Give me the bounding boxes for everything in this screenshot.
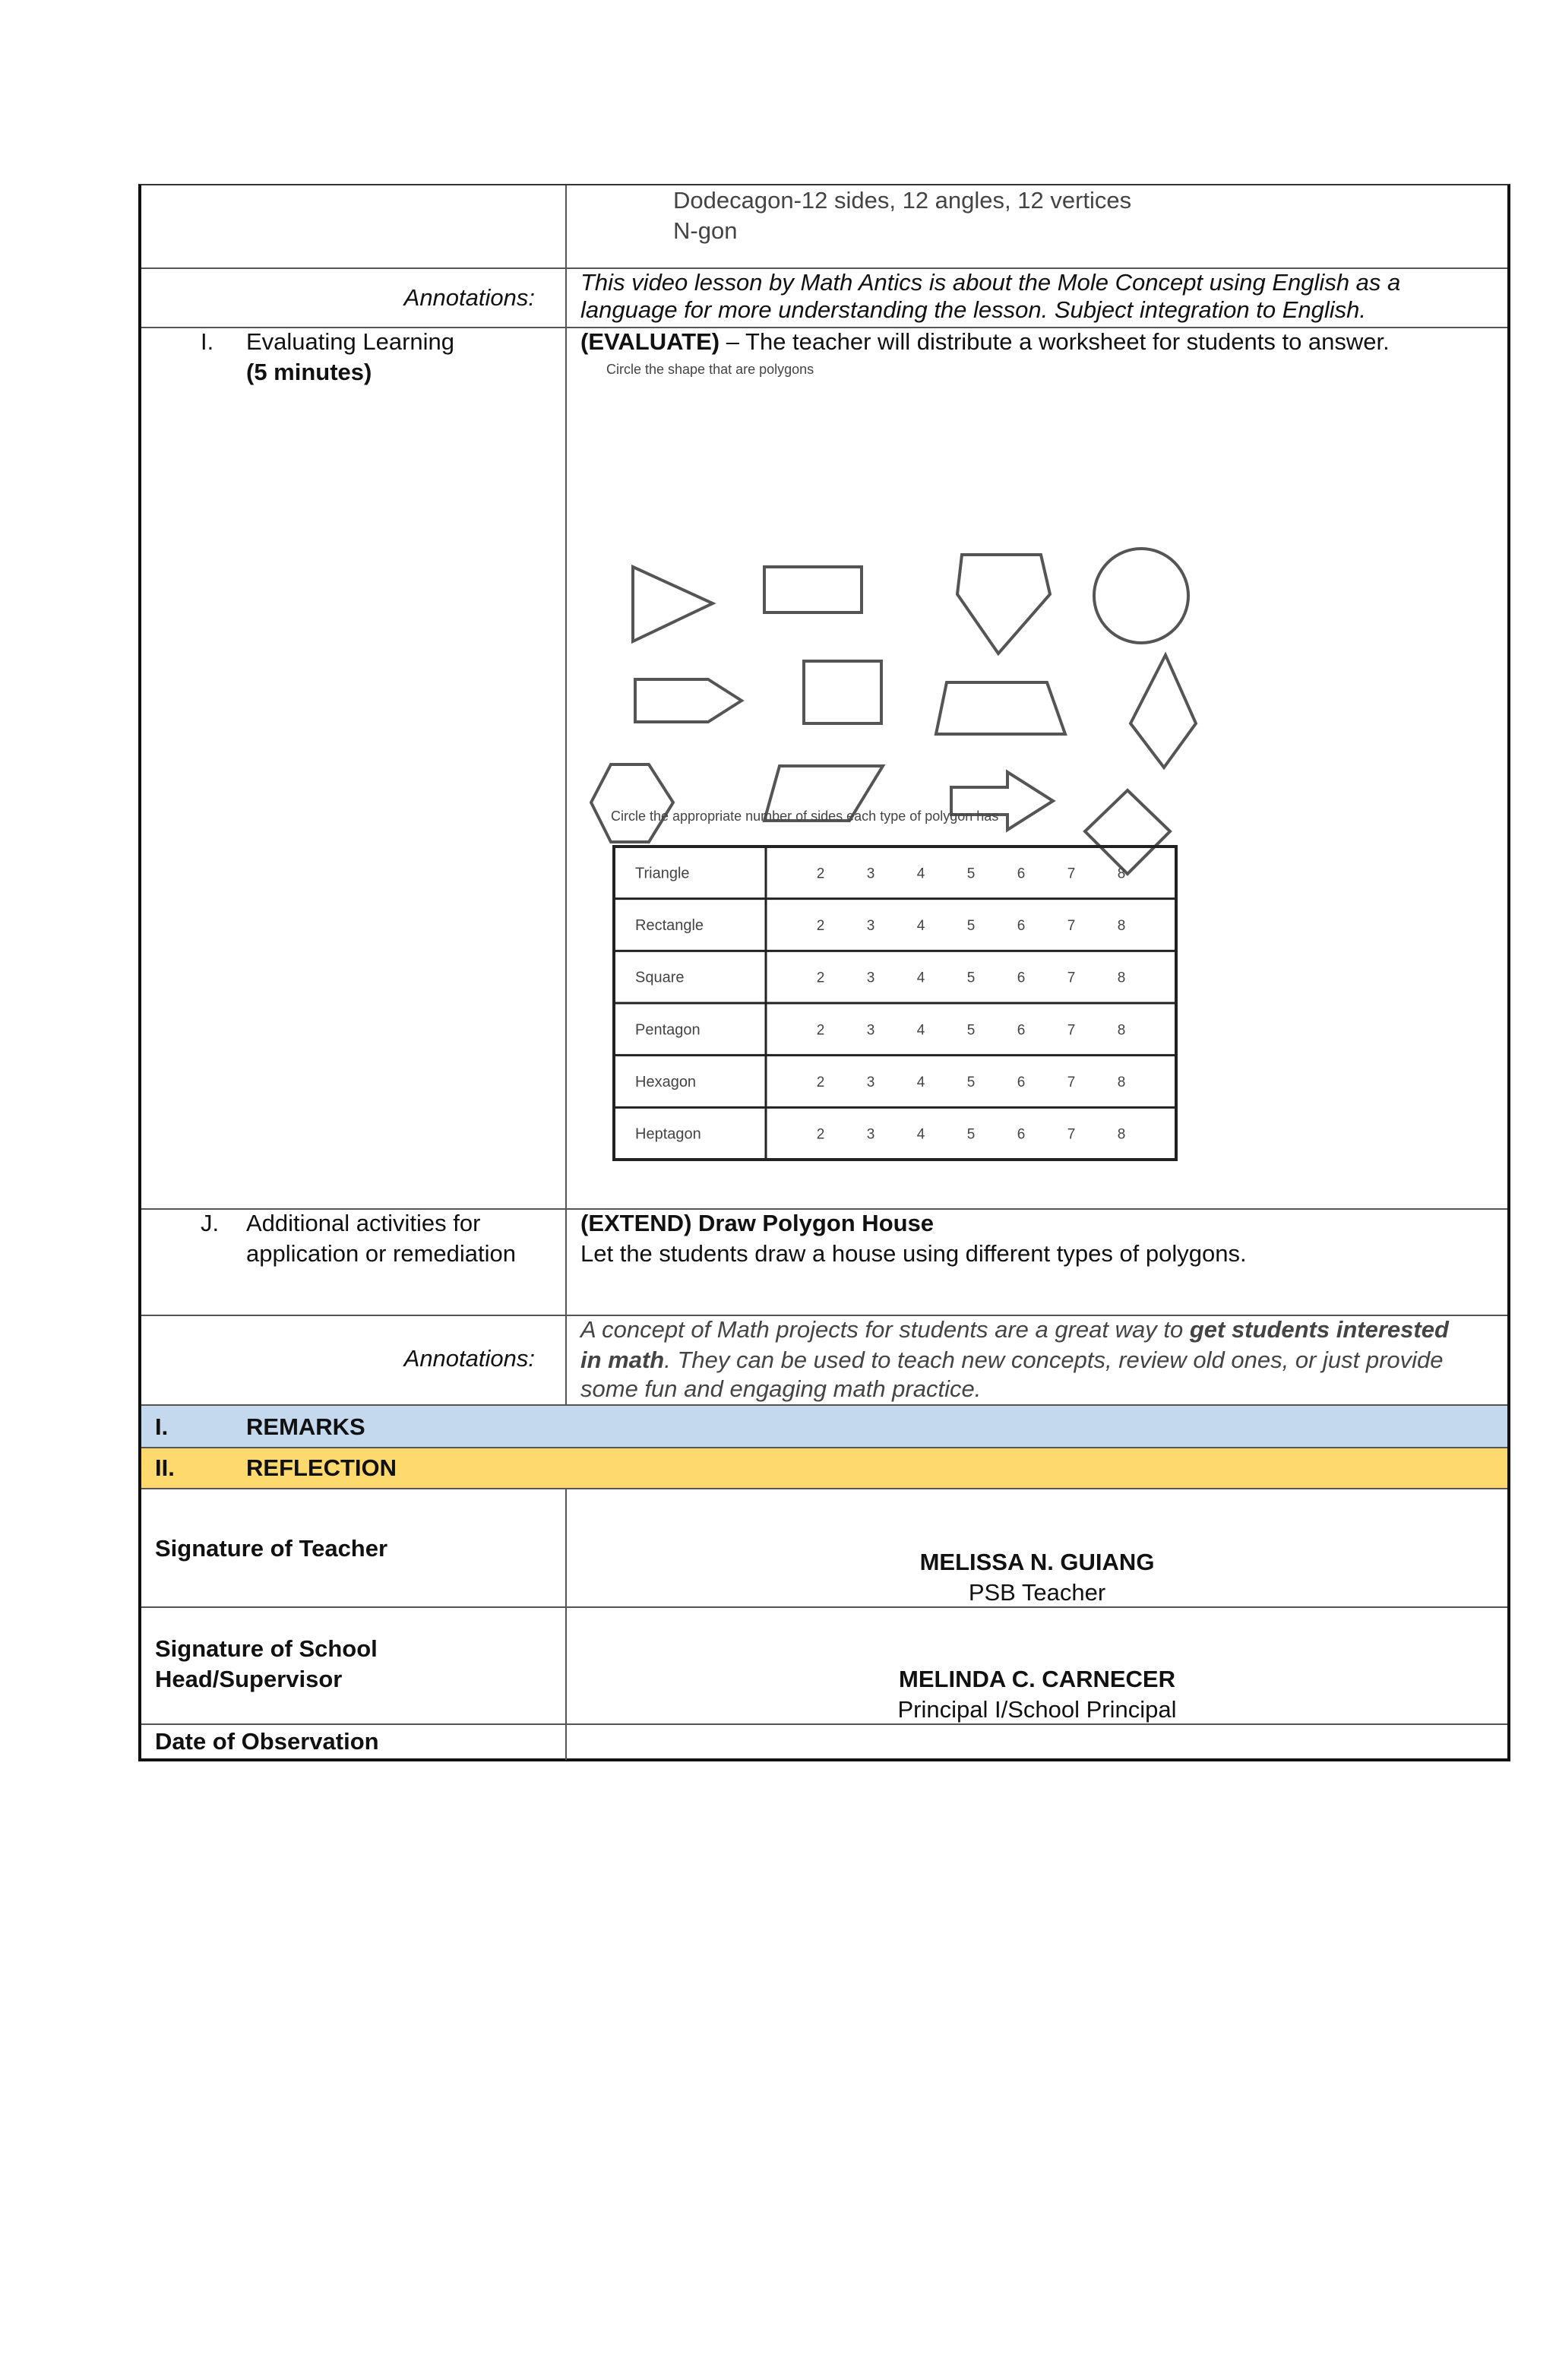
sides-table-number: 6 [1017,1022,1026,1039]
row-annotations-2 [141,1316,1507,1406]
sides-table-number: 2 [816,918,825,934]
sides-table-polygon-label: Square [635,969,685,986]
head-name: MELINDA C. CARNECER [899,1666,1175,1692]
sides-table-number: 6 [1017,918,1026,934]
head-title: Principal I/School Principal [897,1696,1177,1723]
sides-table-number: 7 [1067,1126,1076,1143]
sides-table-number: 2 [816,970,825,986]
sides-table-number: 3 [866,1022,875,1039]
sides-table-number: 7 [1067,866,1076,882]
hexagon-icon [591,764,673,842]
sides-table-polygon-label: Pentagon [635,1021,701,1039]
teacher-title: PSB Teacher [968,1579,1106,1606]
sides-table-polygon-label: Heptagon [635,1125,701,1143]
evaluate-label: Evaluating Learning [246,328,455,355]
extend-heading: (EXTEND) Draw Polygon House [580,1210,935,1236]
sides-table-number: 4 [916,970,925,986]
annotation-text-line1: This video lesson by Math Antics is about the Mole Concept using English as a [580,269,1401,296]
extend-text: Let the students draw a house using different types of polygons. [580,1240,1247,1267]
sides-table-number: 7 [1067,918,1076,934]
reflection-label: REFLECTION [246,1454,397,1481]
sides-table-number: 5 [966,866,976,882]
extend-label-line1: Additional activities for [246,1210,481,1236]
row-reflection [141,1448,1507,1489]
sides-table-number: 8 [1117,1022,1126,1039]
remarks-label: REMARKS [246,1413,365,1440]
annotation2-line1: A concept of Math projects for students are a great way to get students interested [580,1316,1449,1343]
sides-table-number: 8 [1117,918,1126,934]
sides-table-number: 2 [816,1126,825,1143]
annotation2-line3: some fun and engaging math practice. [580,1375,982,1402]
worksheet-caption-shapes: Circle the shape that are polygons [606,362,814,377]
sides-table-number: 5 [966,1022,976,1039]
reflection-number: II. [155,1454,175,1481]
sides-table-number: 4 [916,1126,925,1143]
arrow-pentagon-icon [635,679,742,722]
sides-table-number: 6 [1017,1074,1026,1090]
remarks-number: I. [155,1413,169,1440]
pentagon-icon [957,555,1050,654]
sides-table-number: 3 [866,918,875,934]
evaluate-heading: (EVALUATE) [580,328,720,355]
head-signature-label-line1: Signature of School [155,1635,378,1662]
row-evaluating-learning [141,328,1507,1210]
polygon-list-line2: N-gon [673,217,738,244]
row-additional-activities [141,1210,1507,1316]
annotation-text-line2: language for more understanding the lesson. Subject integration to English. [580,296,1367,323]
square-icon [804,661,881,723]
sides-table-polygon-label: Triangle [635,865,690,882]
sides-table-number: 4 [916,1074,925,1090]
annotations-label: Annotations: [403,284,535,311]
kite-icon [1131,655,1196,767]
worksheet-caption-sides: Circle the appropriate number of sides each type of polygon has [611,809,999,824]
sides-table-number: 7 [1067,1022,1076,1039]
sides-table-number: 8 [1117,866,1126,882]
sides-table-number: 3 [866,1074,875,1090]
lesson-plan-table [138,184,1510,1761]
row-date-of-observation [141,1725,1507,1760]
extend-number: J. [201,1210,220,1236]
sides-table [612,845,1178,1161]
polygon-list-line1: Dodecagon-12 sides, 12 angles, 12 vertices [673,187,1132,214]
sides-table-number: 6 [1017,970,1026,986]
circle-icon [1094,549,1188,643]
sides-table-number: 5 [966,970,976,986]
sides-table-polygon-label: Hexagon [635,1074,697,1090]
sides-table-number: 6 [1017,1126,1026,1143]
sides-table-number: 3 [866,1126,875,1143]
sides-table-number: 6 [1017,866,1026,882]
annotation2-line2: in math. They can be used to teach new concepts, review old ones, or just provide [580,1347,1444,1373]
evaluate-text: – The teacher will distribute a worksheet for students to answer. [719,328,1390,355]
triangle-icon [633,567,713,641]
sides-table-number: 5 [966,918,976,934]
sides-table-number: 8 [1117,1126,1126,1143]
teacher-signature-label: Signature of Teacher [155,1535,388,1562]
row-head-signature [141,1608,1507,1725]
rectangle-icon [764,567,862,612]
sides-table-number: 4 [916,1022,925,1039]
sides-table-number: 2 [816,866,825,882]
sides-table-number: 8 [1117,970,1126,986]
sides-table-number: 2 [816,1022,825,1039]
teacher-name: MELISSA N. GUIANG [919,1549,1155,1575]
head-signature-label-line2: Head/Supervisor [155,1666,343,1692]
sides-table-number: 8 [1117,1074,1126,1090]
row-polygon-list [141,185,1507,269]
evaluate-number: I. [201,328,214,355]
row-remarks [141,1406,1507,1448]
sides-table-number: 5 [966,1074,976,1090]
sides-table-number: 5 [966,1126,976,1143]
extend-label-line2: application or remediation [246,1240,516,1267]
sides-table-number: 7 [1067,970,1076,986]
sides-table-number: 3 [866,970,875,986]
sides-table-number: 2 [816,1074,825,1090]
sides-table-number: 4 [916,918,925,934]
row-teacher-signature [141,1489,1507,1608]
sides-table-number: 4 [916,866,925,882]
sides-table-number: 3 [866,866,875,882]
sides-table-polygon-label: Rectangle [635,917,704,934]
trapezoid-icon [936,682,1065,734]
annotations-label-2: Annotations: [403,1345,535,1372]
date-label: Date of Observation [155,1728,379,1755]
sides-table-number: 7 [1067,1074,1076,1090]
evaluate-time: (5 minutes) [246,359,372,385]
row-annotations-1 [141,269,1507,328]
